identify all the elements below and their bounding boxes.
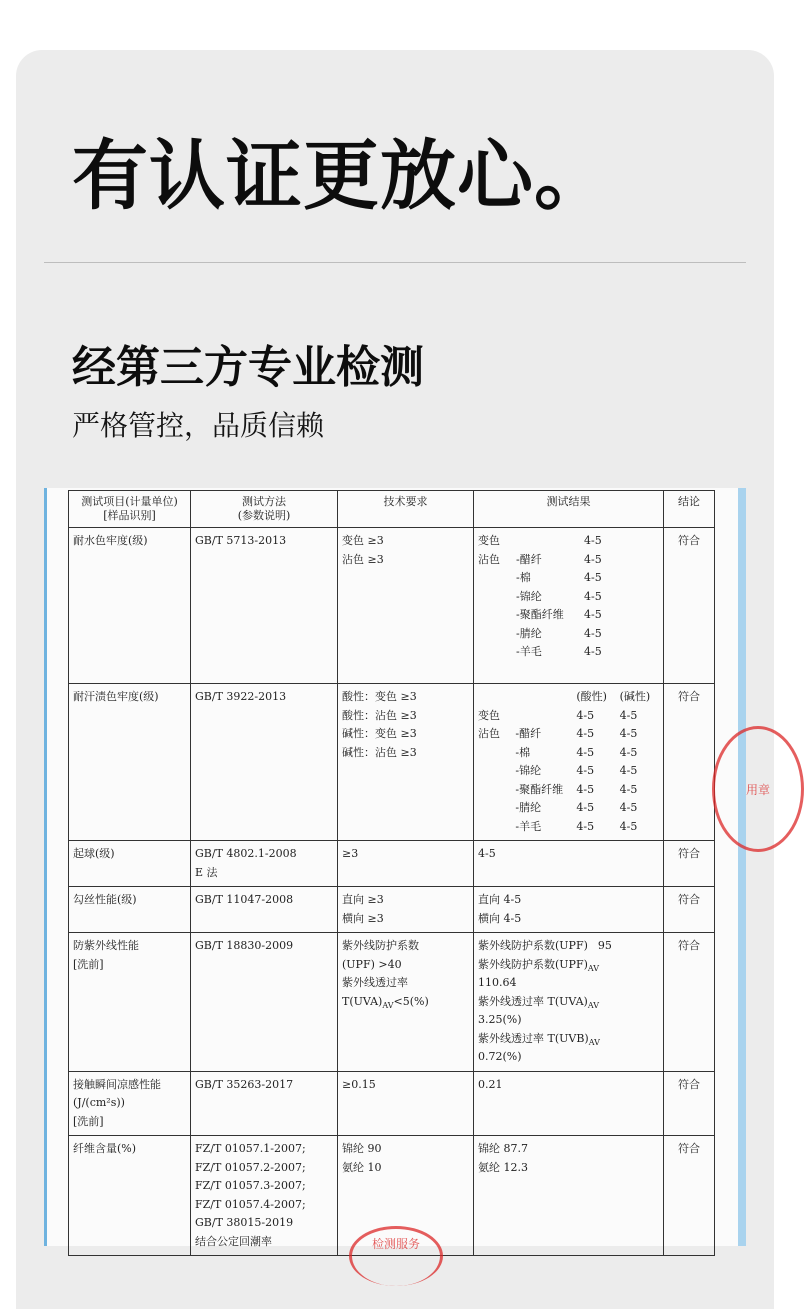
requirement: ≥3 (342, 847, 359, 860)
requirement-cell (338, 684, 474, 841)
uva-limit: <5(%) (393, 994, 429, 1008)
av-subscript: AV (587, 1000, 599, 1010)
test-method: GB/T 5713-2013 (195, 534, 287, 547)
result-line (478, 707, 659, 726)
test-item-cell (69, 528, 191, 684)
result-material: -聚酯纤维 (516, 608, 564, 621)
requirement: 变色 ≥3 (342, 534, 384, 547)
result-value: 4-5 (584, 608, 602, 621)
result-type (478, 606, 516, 625)
uva-label: T(UVA) (342, 994, 383, 1008)
test-item: 接触瞬间凉感性能 (73, 1077, 161, 1091)
seal-stamp: 用章 (712, 726, 804, 852)
result-cell (474, 1071, 664, 1136)
upf-label: 紫外线防护系数(UPF) (478, 939, 588, 952)
header-result: 测试结果 (474, 491, 664, 528)
test-method: GB/T 3922-2013 (195, 690, 287, 703)
result-value: 4-5 (576, 801, 595, 814)
table-header-row (69, 491, 715, 528)
test-item-cell (69, 933, 191, 1072)
conclusion: 符合 (664, 684, 715, 841)
test-method: FZ/T 01057.4-2007; (195, 1197, 306, 1211)
result-type (478, 744, 515, 763)
result-value: 4-5 (584, 571, 602, 584)
test-method-cell (191, 1071, 338, 1136)
test-item: 耐水色牢度(级) (73, 534, 148, 547)
result-line (478, 818, 659, 837)
result-line (478, 569, 659, 588)
result-text: 直向 4-5 (478, 893, 522, 906)
test-method-cell (191, 841, 338, 887)
result-value: 4-5 (619, 727, 638, 740)
header-conclusion: 结论 (664, 491, 715, 528)
result-value: 4-5 (619, 764, 638, 777)
result-value: 4-5 (619, 782, 638, 796)
upf-av-value: 110.64 (478, 976, 517, 989)
result-type (478, 588, 516, 607)
conclusion: 符合 (664, 887, 715, 933)
result-type (478, 625, 516, 644)
conclusion: 符合 (664, 1136, 715, 1256)
result-type: 变色 (478, 534, 500, 547)
result-value: 4-5 (619, 819, 638, 833)
test-item: 防紫外线性能 (73, 939, 139, 952)
test-item-cell (69, 887, 191, 933)
result-cell (474, 887, 664, 933)
test-item-cell (69, 841, 191, 887)
result-line (478, 781, 659, 800)
requirement: 横向 ≥3 (342, 911, 384, 925)
upf-av-label: 紫外线防护系数(UPF) (478, 957, 588, 971)
requirement: 紫外线透过率 (342, 976, 408, 989)
requirement: 氨纶 10 (342, 1160, 382, 1174)
result-value: 4-5 (584, 552, 602, 566)
result-text: 0.21 (478, 1077, 503, 1091)
result-type (478, 799, 515, 818)
seal-stamp: 检测服务 (349, 1226, 443, 1286)
test-method: E 法 (195, 865, 218, 879)
result-text: 4-5 (478, 847, 496, 860)
result-text: 氨纶 12.3 (478, 1160, 528, 1174)
requirement: 酸性：沾色 ≥3 (342, 708, 417, 722)
uva-value: 3.25(%) (478, 1013, 522, 1026)
result-value: 4-5 (619, 801, 638, 814)
table-row (69, 933, 715, 1072)
scan-edge (738, 488, 746, 1246)
result-value: 4-5 (576, 819, 595, 833)
result-cell (474, 1136, 664, 1256)
uvb-value: 0.72(%) (478, 1050, 522, 1063)
uva-subscript: AV (382, 1000, 394, 1010)
test-method-cell (191, 684, 338, 841)
test-item-cell (69, 1136, 191, 1256)
result-value: 4-5 (619, 745, 638, 759)
requirement: 紫外线防护系数 (342, 939, 419, 952)
tagline: 严格管控，品质信赖 (72, 409, 325, 442)
requirement-cell (338, 887, 474, 933)
header-item: 测试项目(计量单位) [样品识别] (69, 491, 191, 528)
requirement: 直向 ≥3 (342, 893, 384, 906)
header-method: 测试方法 (参数说明) (191, 491, 338, 528)
result-value: 4-5 (584, 589, 602, 603)
result-material: -棉 (516, 571, 531, 584)
requirement: ≥0.15 (342, 1077, 376, 1091)
requirement: 酸性：变色 ≥3 (342, 690, 417, 703)
uva-result (478, 993, 659, 1012)
result-material: -棉 (515, 745, 531, 759)
test-report-image (44, 488, 770, 1251)
requirement: 沾色 ≥3 (342, 552, 384, 566)
result-line (478, 762, 659, 781)
requirement-cell (338, 841, 474, 887)
result-value: 4-5 (576, 708, 595, 722)
result-material: -羊毛 (515, 819, 542, 833)
av-subscript: AV (588, 1037, 600, 1047)
requirement: 碱性：沾色 ≥3 (342, 745, 417, 759)
test-method: FZ/T 01057.2-2007; (195, 1160, 306, 1174)
table-row (69, 841, 715, 887)
table-row (69, 684, 715, 841)
result-line (478, 606, 659, 625)
result-line (478, 725, 659, 744)
test-method: GB/T 4802.1-2008 (195, 847, 297, 860)
result-type: 沾色 (478, 552, 500, 566)
upf-result (478, 937, 659, 956)
table-row (69, 528, 715, 684)
result-text: 横向 4-5 (478, 911, 522, 925)
result-type (478, 762, 515, 781)
test-method-cell (191, 887, 338, 933)
result-cell (474, 684, 664, 841)
test-method: GB/T 35263-2017 (195, 1077, 294, 1091)
test-method: GB/T 18830-2009 (195, 939, 294, 952)
conclusion: 符合 (664, 1071, 715, 1136)
result-value: 4-5 (576, 745, 595, 759)
test-item: 勾丝性能(级) (73, 893, 137, 906)
test-item: 起球(级) (73, 847, 115, 860)
upf-av-result (478, 956, 659, 975)
result-value: 4-5 (619, 708, 638, 722)
conclusion: 符合 (664, 528, 715, 684)
uva-label: 紫外线透过率 T(UVA) (478, 994, 588, 1008)
test-method-cell (191, 528, 338, 684)
result-material: -腈纶 (516, 626, 542, 640)
result-material: -聚酯纤维 (515, 782, 564, 796)
result-value: 4-5 (576, 782, 595, 796)
header-requirement: 技术要求 (338, 491, 474, 528)
result-material: -锦纶 (515, 764, 542, 777)
conclusion: 符合 (664, 933, 715, 1072)
result-line (478, 744, 659, 763)
test-report-table (68, 490, 715, 1256)
result-material (516, 532, 584, 551)
conclusion: 符合 (664, 841, 715, 887)
result-value: 4-5 (576, 727, 595, 740)
test-method: FZ/T 01057.1-2007; (195, 1142, 306, 1155)
result-type (478, 643, 516, 662)
test-method: GB/T 11047-2008 (195, 893, 294, 906)
result-material: -羊毛 (516, 645, 542, 658)
result-value: 4-5 (584, 645, 602, 658)
requirement-cell (338, 528, 474, 684)
acid-header: (酸性) (576, 690, 607, 703)
result-line (478, 532, 659, 551)
result-type (478, 569, 516, 588)
uvb-label: 紫外线透过率 T(UVB) (478, 1031, 589, 1045)
test-method: GB/T 38015-2019 (195, 1216, 294, 1229)
alkaline-header: (碱性) (619, 690, 651, 703)
requirement: (UPF) >40 (342, 957, 402, 971)
requirement: 锦纶 90 (342, 1142, 382, 1155)
result-value: 4-5 (576, 764, 595, 777)
result-cell (474, 933, 664, 1072)
result-line (478, 551, 659, 570)
subheadline: 经第三方专业检测 (72, 342, 424, 393)
result-value: 4-5 (584, 534, 602, 547)
requirement: 碱性：变色 ≥3 (342, 727, 417, 740)
result-line (478, 625, 659, 644)
result-value: 4-5 (584, 626, 602, 640)
test-method: FZ/T 01057.3-2007; (195, 1179, 306, 1192)
result-material: -醋纤 (515, 727, 542, 740)
test-item-cell (69, 1071, 191, 1136)
table-row (69, 887, 715, 933)
test-method: 结合公定回潮率 (195, 1234, 272, 1248)
result-line (478, 643, 659, 662)
scan-edge (44, 488, 47, 1246)
result-cell (474, 528, 664, 684)
table-row (69, 1071, 715, 1136)
result-text: 锦纶 87.7 (478, 1142, 528, 1155)
result-cell (474, 841, 664, 887)
test-item-cell (69, 684, 191, 841)
result-line (478, 799, 659, 818)
result-material (515, 707, 576, 726)
result-material: -醋纤 (516, 552, 542, 566)
result-type: 沾色 (478, 727, 500, 740)
upf-value: 95 (597, 939, 612, 952)
uvb-result (478, 1030, 659, 1049)
test-item: 耐汗渍色牢度(级) (73, 690, 159, 703)
result-type (478, 818, 515, 837)
divider (44, 262, 746, 263)
requirement-cell (338, 933, 474, 1072)
result-line (478, 588, 659, 607)
result-type (478, 781, 515, 800)
av-subscript: AV (587, 963, 600, 973)
result-material: -腈纶 (515, 801, 542, 814)
headline: 有认证更放心。 (72, 131, 611, 220)
test-item: [洗前] (73, 1114, 104, 1128)
test-item: [洗前] (73, 957, 104, 971)
requirement-uva (342, 993, 469, 1012)
requirement-cell (338, 1071, 474, 1136)
result-material: -锦纶 (516, 589, 542, 603)
test-method-cell (191, 933, 338, 1072)
result-subheader (478, 688, 659, 707)
test-item: (J/(cm²s)) (73, 1096, 125, 1109)
test-method-cell (191, 1136, 338, 1256)
test-item: 纤维含量(%) (73, 1142, 137, 1155)
result-type: 变色 (478, 708, 500, 722)
